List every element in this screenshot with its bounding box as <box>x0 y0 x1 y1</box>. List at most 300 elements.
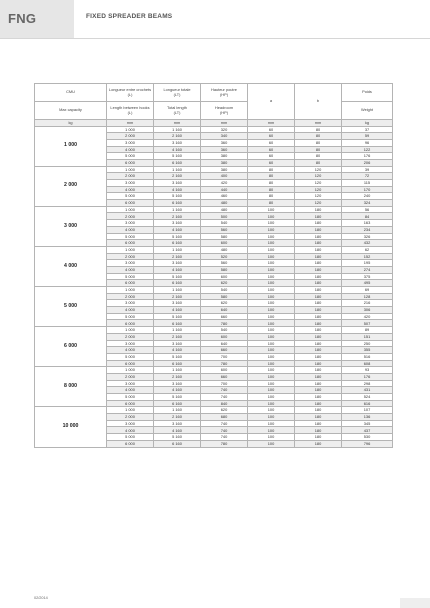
table-cell: 136 <box>342 414 393 421</box>
table-cell: 100 <box>248 380 295 387</box>
table-cell: 180 <box>295 407 342 414</box>
table-cell: 360 <box>201 139 248 146</box>
table-cell: 100 <box>248 320 295 327</box>
table-cell: 3 160 <box>154 340 201 347</box>
table-cell: 796 <box>342 440 393 447</box>
table-cell: 37 <box>342 126 393 133</box>
table-cell: 780 <box>201 440 248 447</box>
unit-cell: kg <box>342 120 393 127</box>
table-cell: 660 <box>201 313 248 320</box>
table-cell: 60 <box>248 159 295 166</box>
table-cell: 740 <box>201 420 248 427</box>
table-cell: 580 <box>201 293 248 300</box>
table-cell: 180 <box>295 420 342 427</box>
table-cell: 6 000 <box>107 400 154 407</box>
table-cell: 89 <box>342 327 393 334</box>
table-cell: 524 <box>342 394 393 401</box>
brand-block <box>0 0 74 38</box>
capacity-cell: 1 000 <box>35 126 107 166</box>
table-cell: 540 <box>201 287 248 294</box>
table-cell: 180 <box>295 367 342 374</box>
unit-cell: mm <box>154 120 201 127</box>
header-weight-en: Weight <box>342 102 393 120</box>
table-cell: 120 <box>295 173 342 180</box>
table-cell: 6 160 <box>154 400 201 407</box>
table-cell: 600 <box>201 273 248 280</box>
table-cell: 530 <box>342 434 393 441</box>
table-cell: 326 <box>342 233 393 240</box>
table-cell: 180 <box>295 394 342 401</box>
table-cell: 1 160 <box>154 246 201 253</box>
table-cell: 180 <box>295 240 342 247</box>
table-cell: 432 <box>342 240 393 247</box>
table-row <box>35 327 393 334</box>
table-cell: 152 <box>342 253 393 260</box>
table-cell: 500 <box>201 213 248 220</box>
table-cell: 3 160 <box>154 420 201 427</box>
table-cell: 4 000 <box>107 186 154 193</box>
table-cell: 180 <box>295 387 342 394</box>
table-cell: 740 <box>201 387 248 394</box>
table-cell: 100 <box>248 333 295 340</box>
table-cell: 620 <box>201 280 248 287</box>
table-cell: 80 <box>248 193 295 200</box>
table-cell: 180 <box>295 206 342 213</box>
table-cell: 3 160 <box>154 180 201 187</box>
table-cell: 4 160 <box>154 307 201 314</box>
table-cell: 5 000 <box>107 193 154 200</box>
table-cell: 100 <box>248 440 295 447</box>
table-cell: 2 000 <box>107 414 154 421</box>
table-cell: 375 <box>342 273 393 280</box>
table-cell: 100 <box>248 313 295 320</box>
table-cell: 6 160 <box>154 440 201 447</box>
table-cell: 180 <box>295 266 342 273</box>
table-cell: 5 000 <box>107 233 154 240</box>
table-cell: 3 000 <box>107 300 154 307</box>
table-cell: 4 160 <box>154 186 201 193</box>
table-cell: 700 <box>201 380 248 387</box>
table-cell: 170 <box>342 186 393 193</box>
capacity-cell: 6 000 <box>35 327 107 367</box>
table-cell: 4 000 <box>107 387 154 394</box>
table-cell: 180 <box>295 434 342 441</box>
table-cell: 1 160 <box>154 206 201 213</box>
table-cell: 100 <box>248 420 295 427</box>
table-cell: 5 000 <box>107 394 154 401</box>
table-cell: 100 <box>248 373 295 380</box>
table-cell: 120 <box>295 186 342 193</box>
table-row <box>35 126 393 133</box>
table-cell: 96 <box>342 139 393 146</box>
table-cell: 480 <box>201 246 248 253</box>
table-cell: 640 <box>201 307 248 314</box>
table-cell: 180 <box>295 233 342 240</box>
table-cell: 151 <box>342 333 393 340</box>
table-cell: 2 160 <box>154 173 201 180</box>
table-cell: 3 000 <box>107 180 154 187</box>
table-cell: 680 <box>201 414 248 421</box>
table-cell: 4 000 <box>107 226 154 233</box>
table-cell: 6 000 <box>107 200 154 207</box>
table-cell: 2 000 <box>107 133 154 140</box>
table-cell: 437 <box>342 427 393 434</box>
header-capacity: CMU <box>35 84 107 102</box>
table-cell: 1 000 <box>107 327 154 334</box>
table-cell: 100 <box>248 427 295 434</box>
table-cell: 507 <box>342 320 393 327</box>
table-cell: 1 160 <box>154 327 201 334</box>
table-cell: 5 160 <box>154 313 201 320</box>
table-cell: 60 <box>248 126 295 133</box>
table-cell: 80 <box>248 180 295 187</box>
table-cell: 80 <box>295 146 342 153</box>
table-cell: 60 <box>248 153 295 160</box>
table-cell: 420 <box>201 180 248 187</box>
table-cell: 2 000 <box>107 373 154 380</box>
table-cell: 195 <box>342 260 393 267</box>
table-cell: 128 <box>342 293 393 300</box>
table-cell: 2 160 <box>154 333 201 340</box>
table-cell: 6 160 <box>154 360 201 367</box>
table-cell: 62 <box>342 246 393 253</box>
table-cell: 100 <box>248 367 295 374</box>
table-cell: 5 160 <box>154 273 201 280</box>
table-cell: 6 000 <box>107 240 154 247</box>
table-cell: 100 <box>248 300 295 307</box>
header-total-length-fr: Longueur totale (LT) <box>154 84 201 102</box>
table-cell: 6 160 <box>154 159 201 166</box>
table-cell: 600 <box>201 333 248 340</box>
capacity-cell: 10 000 <box>35 407 107 447</box>
header-length-between-hooks-fr: Longueur entre crochets (L) <box>107 84 154 102</box>
table-cell: 180 <box>295 246 342 253</box>
table-cell: 4 000 <box>107 266 154 273</box>
table-cell: 180 <box>295 333 342 340</box>
table-cell: 1 000 <box>107 206 154 213</box>
table-cell: 3 160 <box>154 139 201 146</box>
table-cell: 420 <box>342 313 393 320</box>
table-cell: 620 <box>201 407 248 414</box>
table-cell: 180 <box>295 400 342 407</box>
header-headroom-fr: Hauteur poutre (HP) <box>201 84 248 102</box>
table-cell: 80 <box>295 153 342 160</box>
table-cell: 100 <box>248 353 295 360</box>
table-cell: 100 <box>248 280 295 287</box>
table-cell: 480 <box>201 206 248 213</box>
table-cell: 180 <box>295 414 342 421</box>
table-cell: 4 000 <box>107 307 154 314</box>
capacity-cell: 5 000 <box>35 287 107 327</box>
table-cell: 120 <box>295 180 342 187</box>
table-cell: 4 000 <box>107 427 154 434</box>
table-cell: 122 <box>342 146 393 153</box>
table-cell: 80 <box>295 139 342 146</box>
table-cell: 250 <box>342 340 393 347</box>
table-cell: 60 <box>248 146 295 153</box>
table-cell: 100 <box>248 287 295 294</box>
table-cell: 6 000 <box>107 159 154 166</box>
table-cell: 4 160 <box>154 387 201 394</box>
table-cell: 340 <box>201 133 248 140</box>
page-title: FIXED SPREADER BEAMS <box>86 13 173 20</box>
table-cell: 100 <box>248 226 295 233</box>
table-cell: 380 <box>201 153 248 160</box>
table-cell: 3 000 <box>107 139 154 146</box>
table-cell: 5 160 <box>154 193 201 200</box>
table-cell: 4 160 <box>154 146 201 153</box>
header-max-capacity: Max capacity <box>35 102 107 120</box>
table-cell: 234 <box>342 226 393 233</box>
table-cell: 6 000 <box>107 320 154 327</box>
table-cell: 1 160 <box>154 287 201 294</box>
specifications-table <box>34 83 393 448</box>
header-total-length-en: Total length (LT) <box>154 102 201 120</box>
table-cell: 180 <box>295 213 342 220</box>
header-weight-fr: Poids <box>342 84 393 102</box>
table-cell: 2 160 <box>154 253 201 260</box>
table-cell: 100 <box>248 273 295 280</box>
table-cell: 5 160 <box>154 434 201 441</box>
table-cell: 180 <box>295 220 342 227</box>
table-cell: 80 <box>248 186 295 193</box>
specifications-table-container <box>34 83 392 448</box>
table-cell: 180 <box>295 307 342 314</box>
header-headroom-en: Headroom (HP) <box>201 102 248 120</box>
table-cell: 580 <box>201 266 248 273</box>
table-cell: 6 160 <box>154 280 201 287</box>
table-cell: 39 <box>342 166 393 173</box>
table-cell: 115 <box>342 180 393 187</box>
table-cell: 69 <box>342 287 393 294</box>
page-header <box>0 0 430 38</box>
table-cell: 3 000 <box>107 380 154 387</box>
table-cell: 2 160 <box>154 213 201 220</box>
table-cell: 6 160 <box>154 200 201 207</box>
capacity-cell: 8 000 <box>35 367 107 407</box>
table-cell: 3 000 <box>107 340 154 347</box>
table-cell: 100 <box>248 340 295 347</box>
table-cell: 274 <box>342 266 393 273</box>
table-row <box>35 166 393 173</box>
table-cell: 180 <box>295 347 342 354</box>
table-cell: 516 <box>342 353 393 360</box>
table-cell: 100 <box>248 293 295 300</box>
table-cell: 2 160 <box>154 373 201 380</box>
capacity-cell: 3 000 <box>35 206 107 246</box>
table-cell: 5 160 <box>154 353 201 360</box>
table-cell: 3 160 <box>154 380 201 387</box>
table-cell: 540 <box>201 220 248 227</box>
table-cell: 5 160 <box>154 394 201 401</box>
table-row <box>35 287 393 294</box>
table-cell: 100 <box>248 434 295 441</box>
table-cell: 580 <box>201 233 248 240</box>
table-cell: 5 000 <box>107 353 154 360</box>
table-cell: 100 <box>248 387 295 394</box>
table-cell: 4 160 <box>154 266 201 273</box>
table-cell: 180 <box>295 320 342 327</box>
table-cell: 2 000 <box>107 213 154 220</box>
table-cell: 4 160 <box>154 347 201 354</box>
table-cell: 100 <box>248 360 295 367</box>
table-cell: 560 <box>201 226 248 233</box>
unit-cell: mm <box>107 120 154 127</box>
table-cell: 380 <box>201 159 248 166</box>
table-cell: 1 000 <box>107 287 154 294</box>
table-cell: 3 160 <box>154 300 201 307</box>
table-cell: 640 <box>201 340 248 347</box>
table-cell: 840 <box>201 400 248 407</box>
table-cell: 6 000 <box>107 280 154 287</box>
table-cell: 59 <box>342 133 393 140</box>
table-cell: 180 <box>295 273 342 280</box>
table-row <box>35 246 393 253</box>
table-cell: 780 <box>201 320 248 327</box>
table-cell: 1 160 <box>154 126 201 133</box>
table-cell: 3 000 <box>107 220 154 227</box>
table-cell: 431 <box>342 387 393 394</box>
table-cell: 480 <box>201 200 248 207</box>
table-cell: 180 <box>295 327 342 334</box>
table-cell: 180 <box>295 287 342 294</box>
table-cell: 56 <box>342 206 393 213</box>
table-cell: 163 <box>342 220 393 227</box>
table-cell: 180 <box>295 373 342 380</box>
table-cell: 6 160 <box>154 320 201 327</box>
footer-code: 02/2014 <box>34 596 48 600</box>
table-cell: 3 000 <box>107 420 154 427</box>
table-cell: 608 <box>342 360 393 367</box>
table-cell: 100 <box>248 266 295 273</box>
table-cell: 180 <box>295 300 342 307</box>
table-cell: 180 <box>295 380 342 387</box>
table-cell: 2 000 <box>107 333 154 340</box>
table-cell: 120 <box>295 200 342 207</box>
table-cell: 72 <box>342 173 393 180</box>
table-cell: 100 <box>248 253 295 260</box>
table-cell: 180 <box>295 353 342 360</box>
table-cell: 2 160 <box>154 293 201 300</box>
unit-cell: kg <box>35 120 107 127</box>
table-cell: 1 160 <box>154 367 201 374</box>
table-cell: 5 000 <box>107 434 154 441</box>
table-cell: 100 <box>248 394 295 401</box>
table-cell: 6 160 <box>154 240 201 247</box>
table-cell: 700 <box>201 353 248 360</box>
unit-cell: mm <box>248 120 295 127</box>
table-cell: 660 <box>201 373 248 380</box>
header-a: a <box>248 84 295 120</box>
table-cell: 355 <box>342 347 393 354</box>
table-cell: 740 <box>201 394 248 401</box>
table-cell: 600 <box>201 367 248 374</box>
table-cell: 540 <box>201 327 248 334</box>
table-cell: 100 <box>248 220 295 227</box>
table-row <box>35 407 393 414</box>
table-cell: 107 <box>342 407 393 414</box>
table-cell: 93 <box>342 367 393 374</box>
table-cell: 100 <box>248 407 295 414</box>
table-row <box>35 367 393 374</box>
table-cell: 1 000 <box>107 367 154 374</box>
table-cell: 616 <box>342 400 393 407</box>
table-cell: 2 160 <box>154 133 201 140</box>
table-cell: 2 000 <box>107 293 154 300</box>
table-cell: 180 <box>295 440 342 447</box>
table-cell: 80 <box>248 173 295 180</box>
table-cell: 360 <box>201 146 248 153</box>
table-cell: 100 <box>248 240 295 247</box>
table-cell: 120 <box>295 166 342 173</box>
table-cell: 180 <box>295 293 342 300</box>
table-cell: 740 <box>201 434 248 441</box>
corner-decoration <box>400 598 430 608</box>
table-cell: 495 <box>342 280 393 287</box>
table-cell: 5 000 <box>107 153 154 160</box>
capacity-cell: 2 000 <box>35 166 107 206</box>
table-cell: 6 000 <box>107 360 154 367</box>
table-cell: 100 <box>248 400 295 407</box>
table-cell: 80 <box>248 200 295 207</box>
table-cell: 100 <box>248 260 295 267</box>
brand-logo-text: FNG <box>8 11 37 26</box>
table-cell: 100 <box>248 327 295 334</box>
table-cell: 2 160 <box>154 414 201 421</box>
table-cell: 2 000 <box>107 173 154 180</box>
table-cell: 5 160 <box>154 233 201 240</box>
table-cell: 100 <box>248 206 295 213</box>
table-cell: 120 <box>295 193 342 200</box>
capacity-cell: 4 000 <box>35 246 107 286</box>
unit-cell: mm <box>201 120 248 127</box>
table-cell: 1 000 <box>107 166 154 173</box>
table-body <box>35 126 393 447</box>
table-cell: 3 160 <box>154 220 201 227</box>
table-cell: 560 <box>201 260 248 267</box>
table-cell: 100 <box>248 347 295 354</box>
table-cell: 4 000 <box>107 347 154 354</box>
table-row <box>35 206 393 213</box>
table-cell: 80 <box>295 133 342 140</box>
table-cell: 5 000 <box>107 313 154 320</box>
table-cell: 460 <box>201 193 248 200</box>
table-cell: 100 <box>248 307 295 314</box>
table-cell: 176 <box>342 153 393 160</box>
table-cell: 180 <box>295 360 342 367</box>
table-cell: 180 <box>295 313 342 320</box>
table-cell: 440 <box>201 186 248 193</box>
table-cell: 780 <box>201 360 248 367</box>
table-cell: 80 <box>295 126 342 133</box>
table-cell: 180 <box>295 340 342 347</box>
table-cell: 520 <box>201 253 248 260</box>
table-cell: 5 160 <box>154 153 201 160</box>
table-cell: 306 <box>342 307 393 314</box>
table-cell: 3 000 <box>107 260 154 267</box>
table-cell: 1 000 <box>107 407 154 414</box>
header-divider <box>0 38 430 39</box>
table-cell: 216 <box>342 300 393 307</box>
table-cell: 620 <box>201 300 248 307</box>
table-cell: 6 000 <box>107 440 154 447</box>
table-cell: 1 000 <box>107 126 154 133</box>
table-cell: 3 160 <box>154 260 201 267</box>
table-cell: 80 <box>295 159 342 166</box>
table-cell: 60 <box>248 139 295 146</box>
table-cell: 298 <box>342 380 393 387</box>
table-cell: 5 000 <box>107 273 154 280</box>
